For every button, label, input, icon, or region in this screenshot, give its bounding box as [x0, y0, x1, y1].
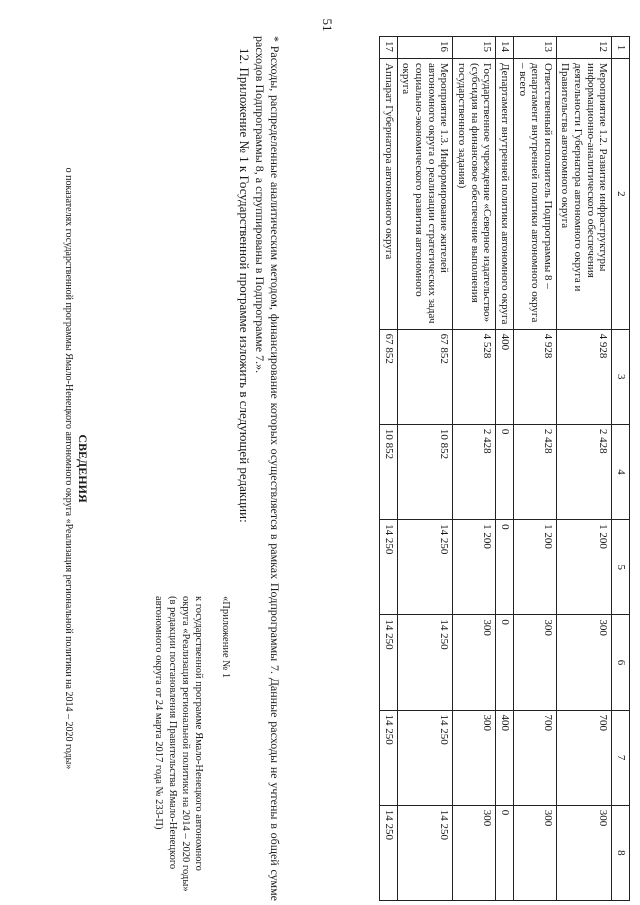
value-cell: 2 428: [453, 424, 496, 519]
row-name: Мероприятие 1.3. Информирование жителей автономного округа о реализации стратегических задач социально-экономического развития автономного округа: [397, 59, 453, 330]
value-cell: 14 250: [380, 710, 398, 805]
value-cell: 300: [513, 805, 556, 900]
value-cell: 2 428: [513, 424, 556, 519]
header-cell: 4: [612, 424, 630, 519]
header-cell: 1: [612, 37, 630, 59]
row-name: Мероприятие 1.2. Развитие инфраструктуры информационно-аналитического обеспечения деятельности Губернатора автономного округа и Правительства автономного округа: [556, 59, 612, 330]
value-cell: 300: [453, 805, 496, 900]
footnote: * Расходы, распределенные аналитическим методом, финансирование которых осуществляется в рамках Подпрограммы 7. Данные расходы не учтены в общей сумме расходов Подпрограммы 8, а сгруппированы в Подпрограмме 7.».: [253, 36, 282, 901]
table-row: [496, 37, 514, 901]
appendix-text: к государственной программе Ямало-Ненецкого автономного округа «Реализация региональной политики на 2014 – 2020 годы» (в редакции постановления Правительства Ямало-Ненецкого автономного округа от 24 марта 2017 года № 233-П): [153, 596, 204, 892]
section-title: СВЕДЕНИЯ: [76, 434, 90, 503]
value-cell: 14 250: [397, 520, 453, 615]
value-cell: 300: [556, 805, 612, 900]
value-cell: 700: [513, 710, 556, 805]
value-cell: 14 250: [397, 710, 453, 805]
value-cell: 1 200: [453, 520, 496, 615]
value-cell: 14 250: [380, 805, 398, 900]
value-cell: 14 250: [397, 615, 453, 710]
header-cell: 3: [612, 329, 630, 424]
row-name: Ответственный исполнитель Подпрограммы 8 – департамент внутренней политики автономного округа – всего: [513, 59, 556, 330]
table-row: [397, 37, 453, 901]
paragraph-12: 12. Приложение № 1 к Государственной программе изложить в следующей редакции:: [237, 48, 252, 523]
header-cell: 5: [612, 520, 630, 615]
value-cell: 4 928: [513, 329, 556, 424]
value-cell: 67 852: [397, 329, 453, 424]
header-cell: 7: [612, 710, 630, 805]
value-cell: 1 200: [513, 520, 556, 615]
landscape-content: [55, 36, 630, 901]
value-cell: 300: [556, 615, 612, 710]
header-cell: 2: [612, 59, 630, 330]
value-cell: 0: [496, 520, 514, 615]
page-number: 51: [320, 18, 335, 32]
row-number: 14: [496, 37, 514, 59]
header-cell: 6: [612, 615, 630, 710]
value-cell: 300: [513, 615, 556, 710]
row-name: Департамент внутренней политики автономного округа: [496, 59, 514, 330]
row-number: 13: [513, 37, 556, 59]
header-cell: 8: [612, 805, 630, 900]
value-cell: 300: [453, 615, 496, 710]
value-cell: 0: [496, 615, 514, 710]
row-name: Государственное учреждение «Северное издательство» (субсидия на финансовое обеспечение выполнения государственного задания): [453, 59, 496, 330]
value-cell: 14 250: [380, 615, 398, 710]
value-cell: 0: [496, 805, 514, 900]
table-row: [556, 37, 612, 901]
table-row: [380, 37, 398, 901]
budget-table: [379, 36, 630, 901]
value-cell: 67 852: [380, 329, 398, 424]
value-cell: 4 928: [556, 329, 612, 424]
row-number: 16: [397, 37, 453, 59]
value-cell: 4 528: [453, 329, 496, 424]
value-cell: 10 852: [397, 424, 453, 519]
row-number: 15: [453, 37, 496, 59]
value-cell: 1 200: [556, 520, 612, 615]
table-header-row: [612, 37, 630, 901]
row-name: Аппарат Губернатора автономного округа: [380, 59, 398, 330]
value-cell: 300: [453, 710, 496, 805]
value-cell: 10 852: [380, 424, 398, 519]
value-cell: 400: [496, 329, 514, 424]
section-subtitle: о показателях государственной программы Ямало-Ненецкого автономного округа «Реализация региональной политики на 2014 – 2020 годы»: [63, 167, 74, 770]
value-cell: 0: [496, 424, 514, 519]
value-cell: 14 250: [380, 520, 398, 615]
value-cell: 2 428: [556, 424, 612, 519]
row-number: 12: [556, 37, 612, 59]
row-number: 17: [380, 37, 398, 59]
value-cell: 14 250: [397, 805, 453, 900]
appendix-label: «Приложение № 1: [220, 596, 231, 679]
value-cell: 700: [556, 710, 612, 805]
appendix-heading-block: [152, 596, 232, 896]
table-row: [513, 37, 556, 901]
value-cell: 400: [496, 710, 514, 805]
table-row: [453, 37, 496, 901]
